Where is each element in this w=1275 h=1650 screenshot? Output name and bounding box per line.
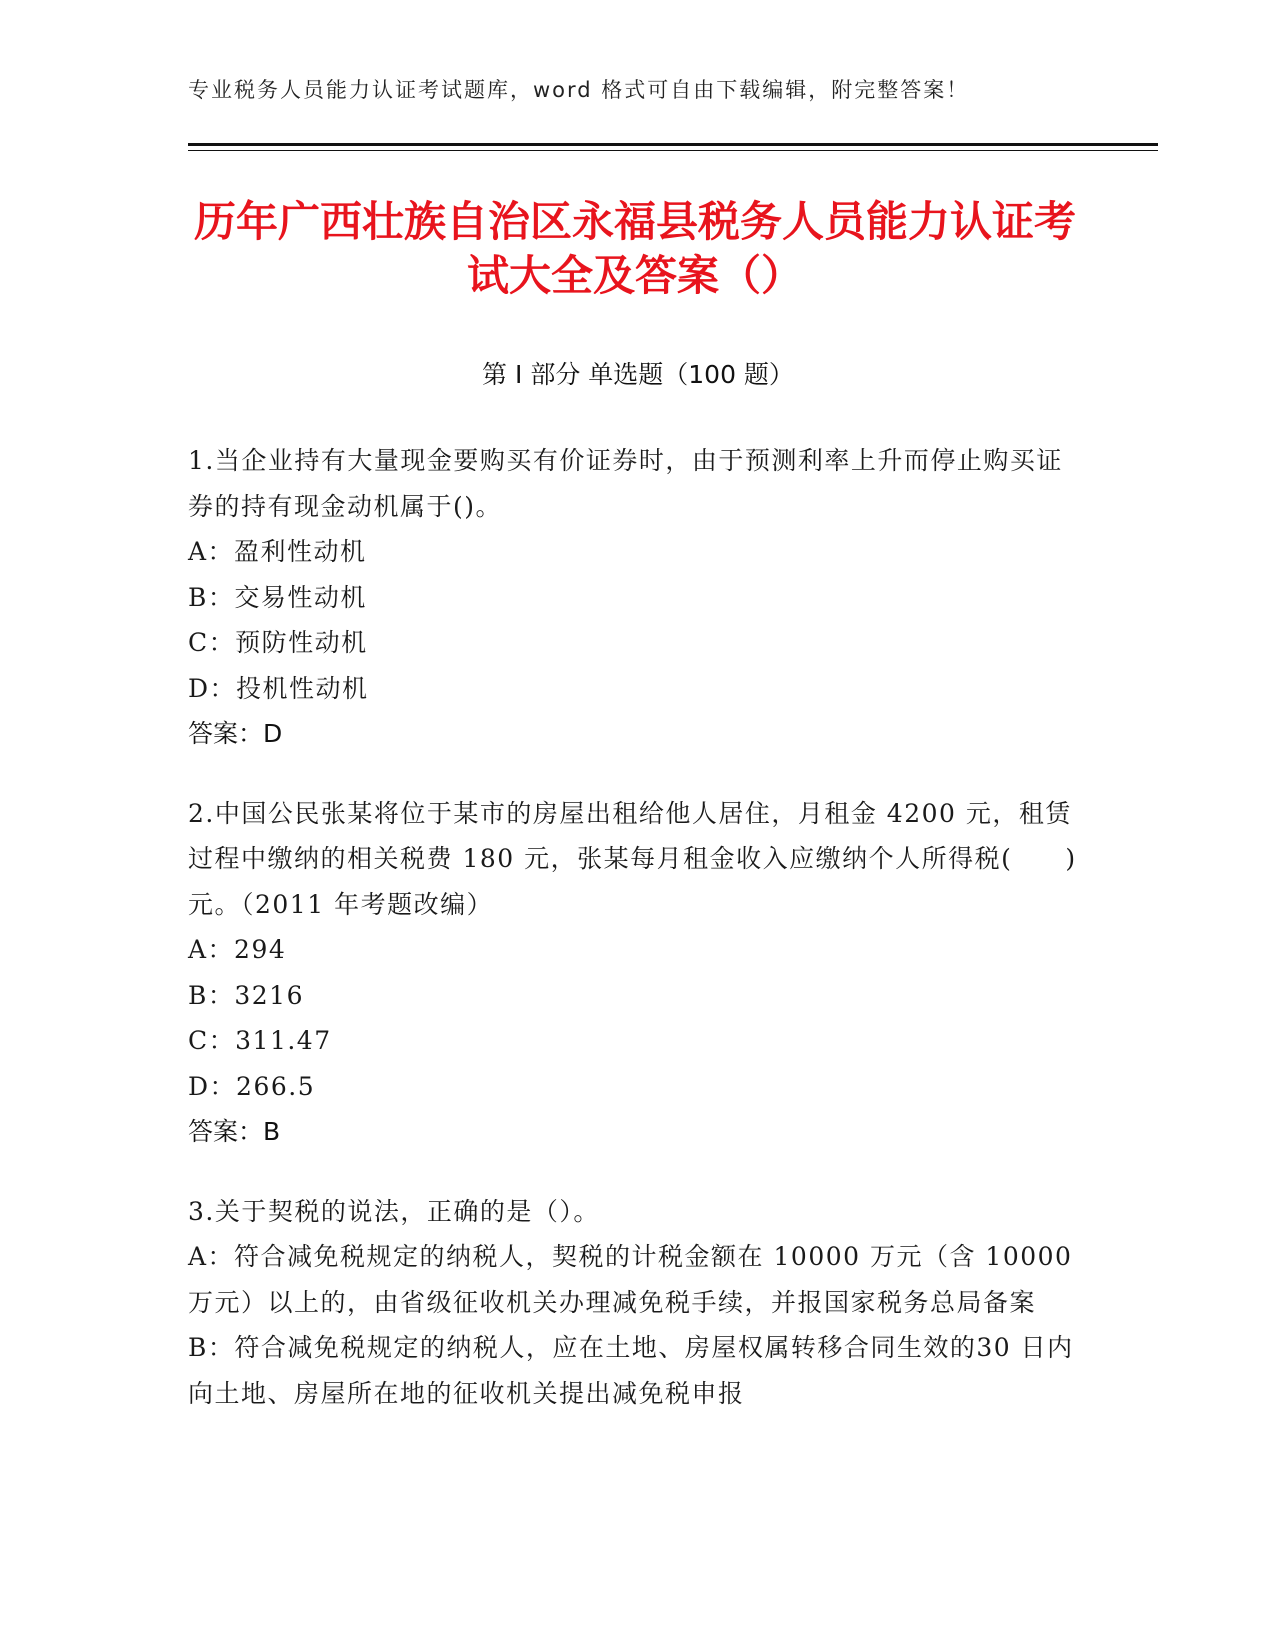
option-a: A：盈利性动机 — [188, 537, 367, 566]
option-b: B：3216 — [188, 980, 304, 1010]
option-a: A：294 — [188, 935, 287, 964]
question-stem: 2.中国公民张某将位于某市的房屋出租给他人居住，月租金 4200 元，租赁过程中缴纳的相关税费 180 元，张某每月租金收入应缴纳个人所得税( )元。（2011 年考题改编） — [188, 798, 1077, 919]
question-2 — [188, 791, 1083, 1155]
question-list — [188, 438, 1083, 1450]
question-stem: 3.关于契税的说法，正确的是（）。 — [188, 1196, 600, 1226]
answer-label: 答案：B — [188, 1117, 281, 1146]
answer-label: 答案：D — [188, 719, 283, 748]
option-b: B：交易性动机 — [188, 582, 367, 612]
question-1 — [188, 438, 1083, 757]
option-d: D：266.5 — [188, 1071, 316, 1101]
header-rule-thin — [188, 150, 1158, 151]
option-d: D：投机性动机 — [188, 673, 369, 703]
option-b: B：符合减免税规定的纳税人，应在土地、房屋权属转移合同生效的30 日内向土地、房屋所在地的征收机关提出减免税申报 — [188, 1333, 1074, 1408]
question-stem: 1.当企业持有大量现金要购买有价证券时，由于预测利率上升而停止购买证券的持有现金动机属于()。 — [188, 446, 1063, 521]
document-title: 历年广西壮族自治区永福县税务人员能力认证考试大全及答案（） — [193, 197, 1076, 300]
header-note: 专业税务人员能力认证考试题库，word 格式可自由下载编辑，附完整答案！ — [188, 78, 970, 102]
option-c: C：311.47 — [188, 1026, 332, 1055]
question-3 — [188, 1189, 1083, 1417]
option-a: A：符合减免税规定的纳税人，契税的计税金额在 10000 万元（含 10000 万元）以上的，由省级征收机关办理减免税手续，并报国家税务总局备案 — [188, 1242, 1073, 1317]
option-c: C：预防性动机 — [188, 628, 368, 657]
section-title: 第 I 部分 单选题（100 题） — [482, 360, 794, 389]
header-rule-thick — [188, 143, 1158, 146]
